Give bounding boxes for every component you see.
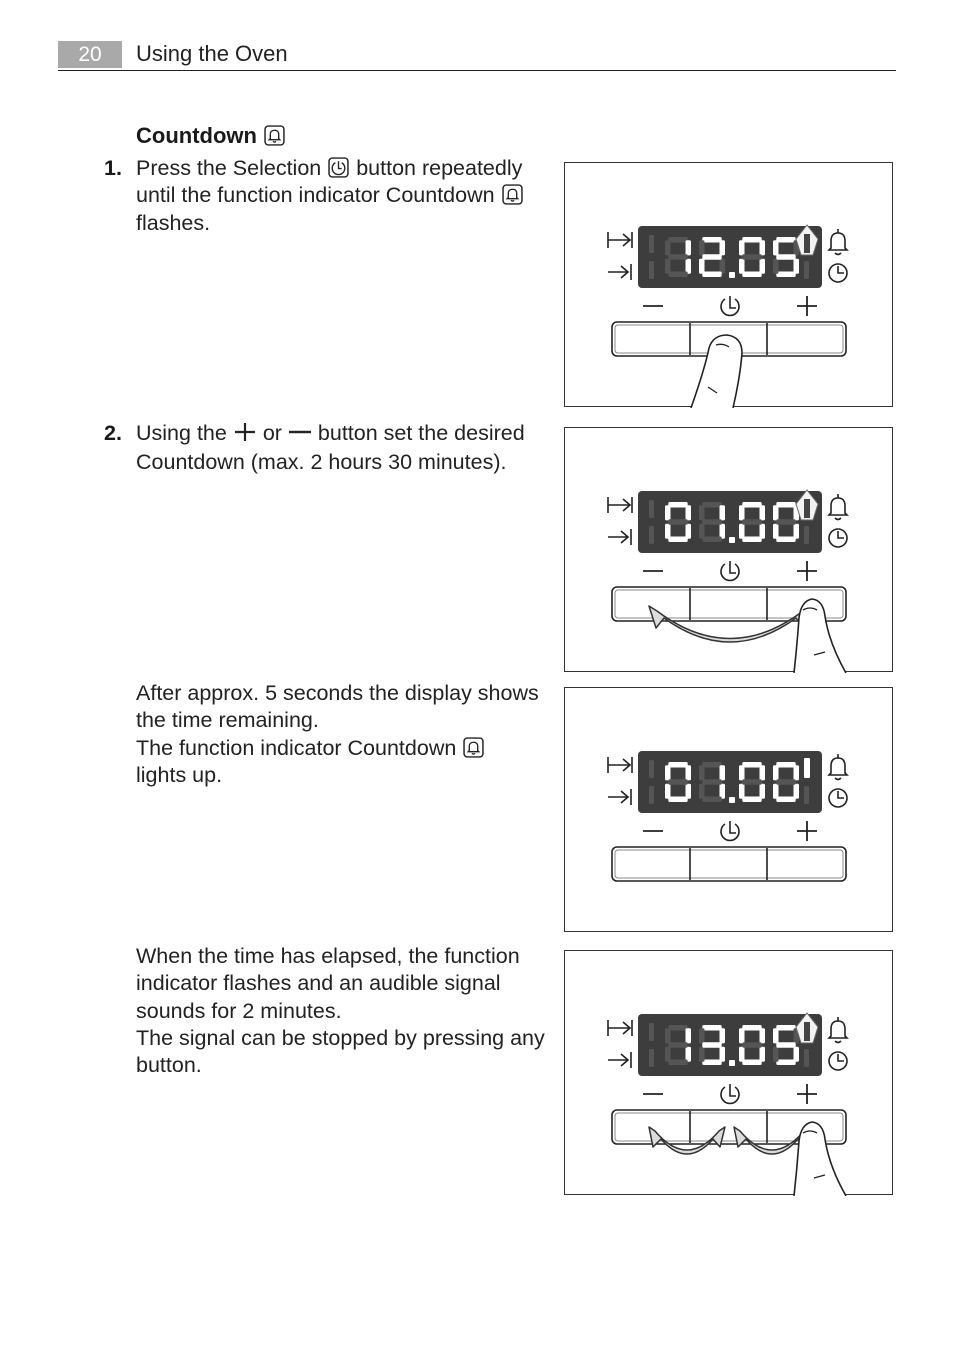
step-2-line1-c: button set the desired <box>317 421 525 445</box>
note-2-line1: When the time has elapsed, the function <box>136 944 520 968</box>
step-2-line2: Countdown (max. 2 hours 30 minutes). <box>136 450 507 475</box>
bell-icon <box>829 229 847 255</box>
decimal-point <box>729 1060 735 1066</box>
clock-icon <box>829 1052 847 1070</box>
decimal-point <box>729 797 735 803</box>
control-panel-figure <box>564 950 893 1195</box>
step-1-line3: flashes. <box>136 210 211 235</box>
duration-arrow-icon <box>608 232 632 248</box>
step-1-text <box>136 155 546 237</box>
bell-icon <box>502 184 523 205</box>
note-2-line5: button. <box>136 1053 202 1078</box>
end-time-arrow-icon <box>608 529 631 545</box>
minus-icon <box>288 422 312 449</box>
note-2-line4: The signal can be stopped by pressing any <box>136 1025 545 1050</box>
selection-button-icon <box>721 1084 739 1103</box>
step-2-text <box>136 420 546 477</box>
control-panel-figure <box>564 687 893 932</box>
note-1-line3: The function indicator Countdown <box>136 735 457 760</box>
selection-button-icon <box>328 157 349 178</box>
plus-icon <box>797 821 817 841</box>
plus-icon <box>233 422 257 449</box>
section-title <box>136 122 286 150</box>
duration-arrow-icon <box>608 757 632 773</box>
note-1-line4: lights up. <box>136 762 223 787</box>
step-number: 2. <box>104 421 122 445</box>
bell-icon <box>829 754 847 780</box>
clock-icon <box>829 529 847 547</box>
note-1-line2: the time remaining. <box>136 708 319 733</box>
end-time-arrow-icon <box>608 789 631 805</box>
bell-icon <box>829 1017 847 1043</box>
decimal-point <box>729 272 735 278</box>
end-time-arrow-icon <box>608 264 631 280</box>
step-2-line1-b: or <box>262 421 282 445</box>
page-number: 20 <box>58 41 122 68</box>
duration-arrow-icon <box>608 1020 632 1036</box>
lit-indicator <box>804 758 810 778</box>
control-panel-figure <box>564 427 893 672</box>
clock-icon <box>829 264 847 282</box>
button-bar <box>612 847 846 881</box>
note-2-line3: sounds for 2 minutes. <box>136 998 342 1023</box>
selection-button-icon <box>721 296 739 315</box>
page-header <box>58 40 896 71</box>
bell-icon <box>264 125 285 146</box>
note-elapsed-text <box>136 943 546 1079</box>
note-remaining-text <box>136 680 546 789</box>
end-time-arrow-icon <box>608 1052 631 1068</box>
clock-icon <box>829 789 847 807</box>
chapter-title: Using the Oven <box>136 41 288 66</box>
step-1-line1-b: button repeatedly <box>356 156 523 180</box>
bell-icon <box>463 737 484 758</box>
note-2-line2: indicator flashes and an audible signal <box>136 971 501 996</box>
step-number: 1. <box>104 156 122 180</box>
control-panel-figure <box>564 162 893 407</box>
duration-arrow-icon <box>608 497 632 513</box>
plus-icon <box>797 561 817 581</box>
section-title-text: Countdown <box>136 123 257 148</box>
plus-icon <box>797 1084 817 1104</box>
step-2-line1-a: Using the <box>136 421 227 445</box>
bell-icon <box>829 494 847 520</box>
step-1-line1-a: Press the Selection <box>136 156 322 180</box>
selection-button-icon <box>721 821 739 840</box>
note-1-line1: After approx. 5 seconds the display shows <box>136 681 539 705</box>
selection-button-icon <box>721 561 739 580</box>
step-1-line2-a: until the function indicator Countdown <box>136 183 495 208</box>
plus-icon <box>797 296 817 316</box>
decimal-point <box>729 537 735 543</box>
